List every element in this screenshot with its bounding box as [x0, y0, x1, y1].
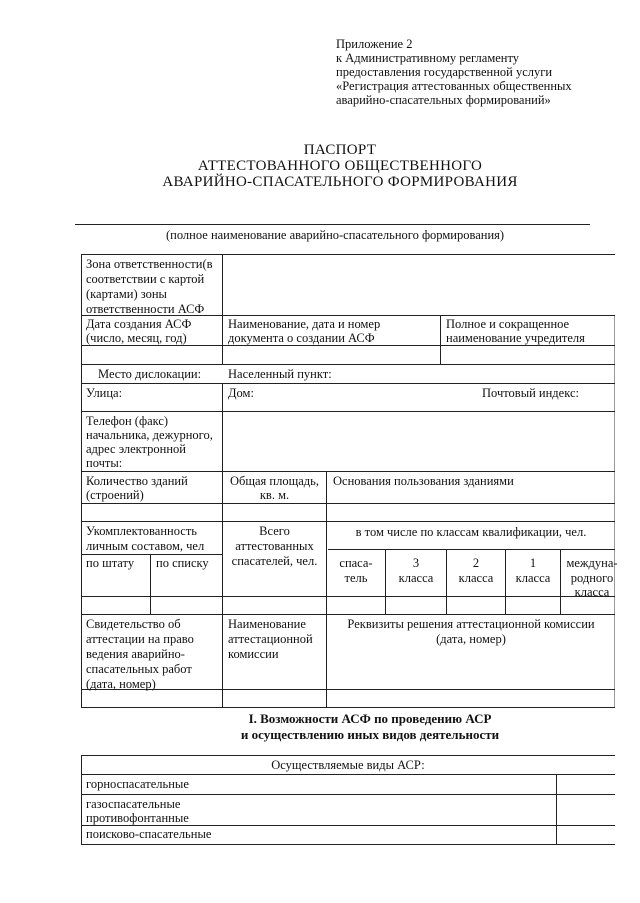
- document-title-line: АТТЕСТОВАННОГО ОБЩЕСТВЕННОГО: [197, 158, 483, 174]
- document-title: ПАСПОРТ: [303, 142, 377, 158]
- section-heading-line: и осуществлению иных видов деятельности: [240, 727, 500, 742]
- appendix-line: Приложение 2: [336, 37, 413, 51]
- document-title-line: АВАРИЙНО-СПАСАТЕЛЬНОГО ФОРМИРОВАНИЯ: [162, 174, 518, 190]
- by-staff-label: по штату: [86, 556, 135, 570]
- appendix-note: [336, 37, 572, 107]
- street-label: Улица:: [86, 386, 123, 400]
- asr-type-search-rescue: поисково-спасательные: [86, 827, 212, 841]
- appendix-line: аварийно-спасательных формирований»: [336, 93, 551, 107]
- appendix-line: к Административному регламенту: [336, 51, 520, 65]
- qualification-classes-label: в том числе по классам квалификации, чел.: [355, 525, 587, 539]
- name-underline: [75, 224, 590, 225]
- asr-type-gas: газоспасательные: [86, 797, 181, 811]
- asr-types-header: Осуществляемые виды АСР:: [271, 758, 425, 772]
- appendix-line: предоставления государственной услуги: [336, 65, 553, 79]
- name-caption: (полное наименование аварийно-спасательного формирования): [166, 228, 505, 242]
- postcode-label: Почтовый индекс:: [482, 386, 579, 400]
- usage-basis-label: Основания пользования зданиями: [333, 474, 514, 488]
- asr-type-antifountain: противофонтанные: [86, 811, 189, 825]
- section-heading: I. Возможности АСФ по проведению АСР: [248, 711, 492, 726]
- by-list-label: по списку: [156, 556, 209, 570]
- location-label: Место дислокации:: [98, 367, 202, 381]
- settlement-label: Населенный пункт:: [228, 367, 332, 381]
- appendix-line: «Регистрация аттестованных общественных: [336, 79, 572, 93]
- asr-type-mining: горноспасательные: [86, 777, 189, 791]
- house-label: Дом:: [228, 386, 254, 400]
